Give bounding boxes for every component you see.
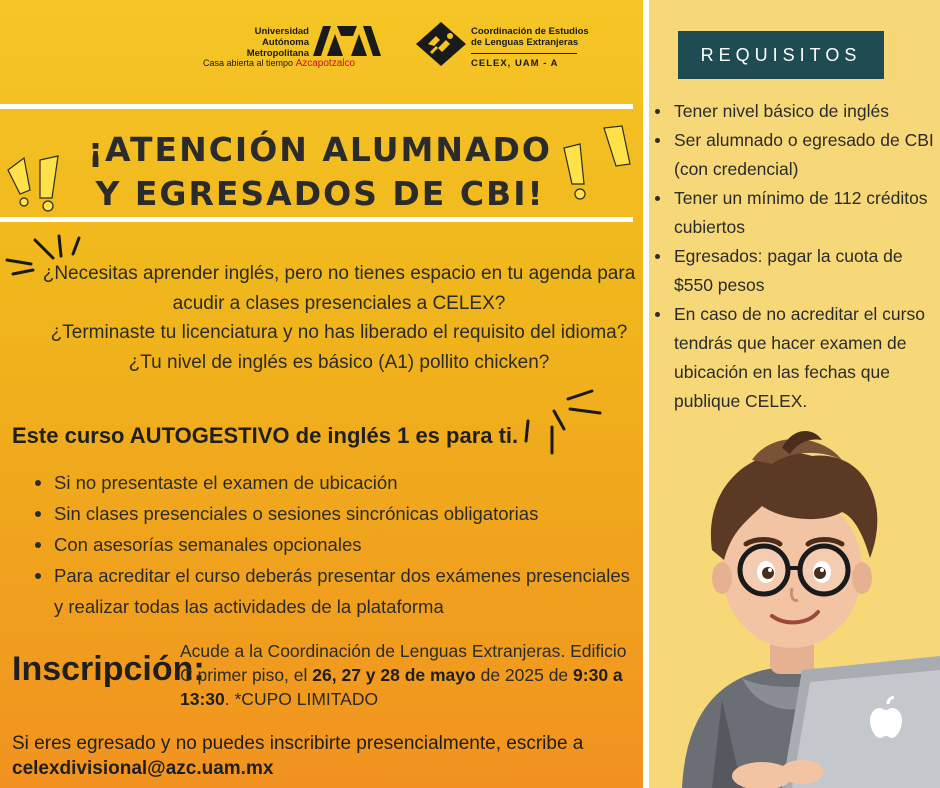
list-item: Egresados: pagar la cuota de $550 pesos bbox=[652, 242, 934, 300]
list-item: Tener nivel básico de inglés bbox=[652, 97, 934, 126]
inscripcion-text: Acude a la Coordinación de Lenguas Extranjeras. Edificio C primer piso, el bbox=[180, 641, 627, 685]
student-laptop-illustration bbox=[652, 420, 940, 788]
uam-name-line: Universidad bbox=[254, 26, 309, 37]
list-item: Tener un mínimo de 112 créditos cubiertos bbox=[652, 184, 934, 242]
uam-logo-icon bbox=[313, 26, 381, 56]
inscripcion-label: Inscripción: bbox=[12, 650, 205, 688]
questions-block bbox=[30, 259, 648, 377]
title-bar bbox=[0, 217, 633, 222]
celex-name bbox=[471, 26, 589, 48]
inscripcion-dates: 26, 27 y 28 de mayo bbox=[312, 665, 476, 685]
list-item: Para acreditar el curso deberás presentar dos exámenes presenciales y realizar todas las actividades de la plataforma bbox=[32, 560, 632, 622]
celex-name-line: Coordinación de Estudios bbox=[471, 26, 589, 37]
course-heading: Este curso AUTOGESTIVO de inglés 1 es para ti. bbox=[12, 423, 519, 448]
uam-name-line: Metropolitana bbox=[246, 48, 309, 59]
celex-name-line: de Lenguas Extranjeras bbox=[471, 37, 579, 48]
inscripcion-cupo: . *CUPO LIMITADO bbox=[224, 689, 379, 709]
uam-campus: Azcapotzalco bbox=[295, 58, 356, 69]
list-item: En caso de no acreditar el curso tendrás que hacer examen de ubicación en las fechas que publique CELEX. bbox=[652, 300, 934, 416]
requisitos-title: REQUISITOS bbox=[700, 44, 862, 65]
page-title bbox=[60, 128, 580, 216]
question-line: ¿Tu nivel de inglés es básico (A1) pollito chicken? bbox=[128, 351, 550, 373]
page-title-line: Y EGRESADOS DE CBI! bbox=[95, 174, 545, 213]
spark-lines-icon bbox=[522, 385, 612, 465]
list-item: Ser alumnado o egresado de CBI (con credencial) bbox=[652, 126, 934, 184]
inscripcion-time: 9:30 a 13:30 bbox=[180, 665, 623, 709]
question-line: acudir a clases presenciales a CELEX? bbox=[172, 292, 506, 314]
contact-block bbox=[12, 731, 632, 781]
top-bar bbox=[0, 104, 633, 109]
question-line: ¿Terminaste tu licenciatura y no has liberado el requisito del idioma? bbox=[50, 322, 628, 343]
list-item: Sin clases presenciales o sesiones sincrónicas obligatorias bbox=[32, 498, 632, 529]
inscripcion-details bbox=[180, 639, 635, 711]
uam-name bbox=[213, 26, 309, 59]
inscripcion-text: de 2025 de bbox=[475, 665, 574, 685]
uam-tagline bbox=[203, 58, 355, 69]
list-item: Con asesorías semanales opcionales bbox=[32, 529, 632, 560]
page-title-line: ¡ATENCIÓN ALUMNADO bbox=[88, 130, 552, 169]
list-item: Si no presentaste el examen de ubicación bbox=[32, 467, 632, 498]
celex-divider bbox=[471, 53, 577, 54]
course-features-list bbox=[32, 467, 632, 622]
requisitos-header bbox=[678, 31, 884, 79]
contact-text: Si eres egresado y no puedes inscribirte presencialmente, escribe a bbox=[12, 733, 584, 754]
contact-email-link[interactable]: celexdivisional@azc.uam.mx bbox=[12, 758, 274, 779]
celex-short-name: CELEX, UAM - A bbox=[471, 58, 559, 69]
celex-logo-icon bbox=[416, 22, 466, 66]
uam-tagline-text: Casa abierta al tiempo bbox=[203, 58, 294, 68]
question-line: ¿Necesitas aprender inglés, pero no tienes espacio en tu agenda para bbox=[42, 263, 636, 284]
uam-name-line: Autónoma bbox=[262, 37, 309, 48]
requisitos-list bbox=[652, 97, 934, 416]
